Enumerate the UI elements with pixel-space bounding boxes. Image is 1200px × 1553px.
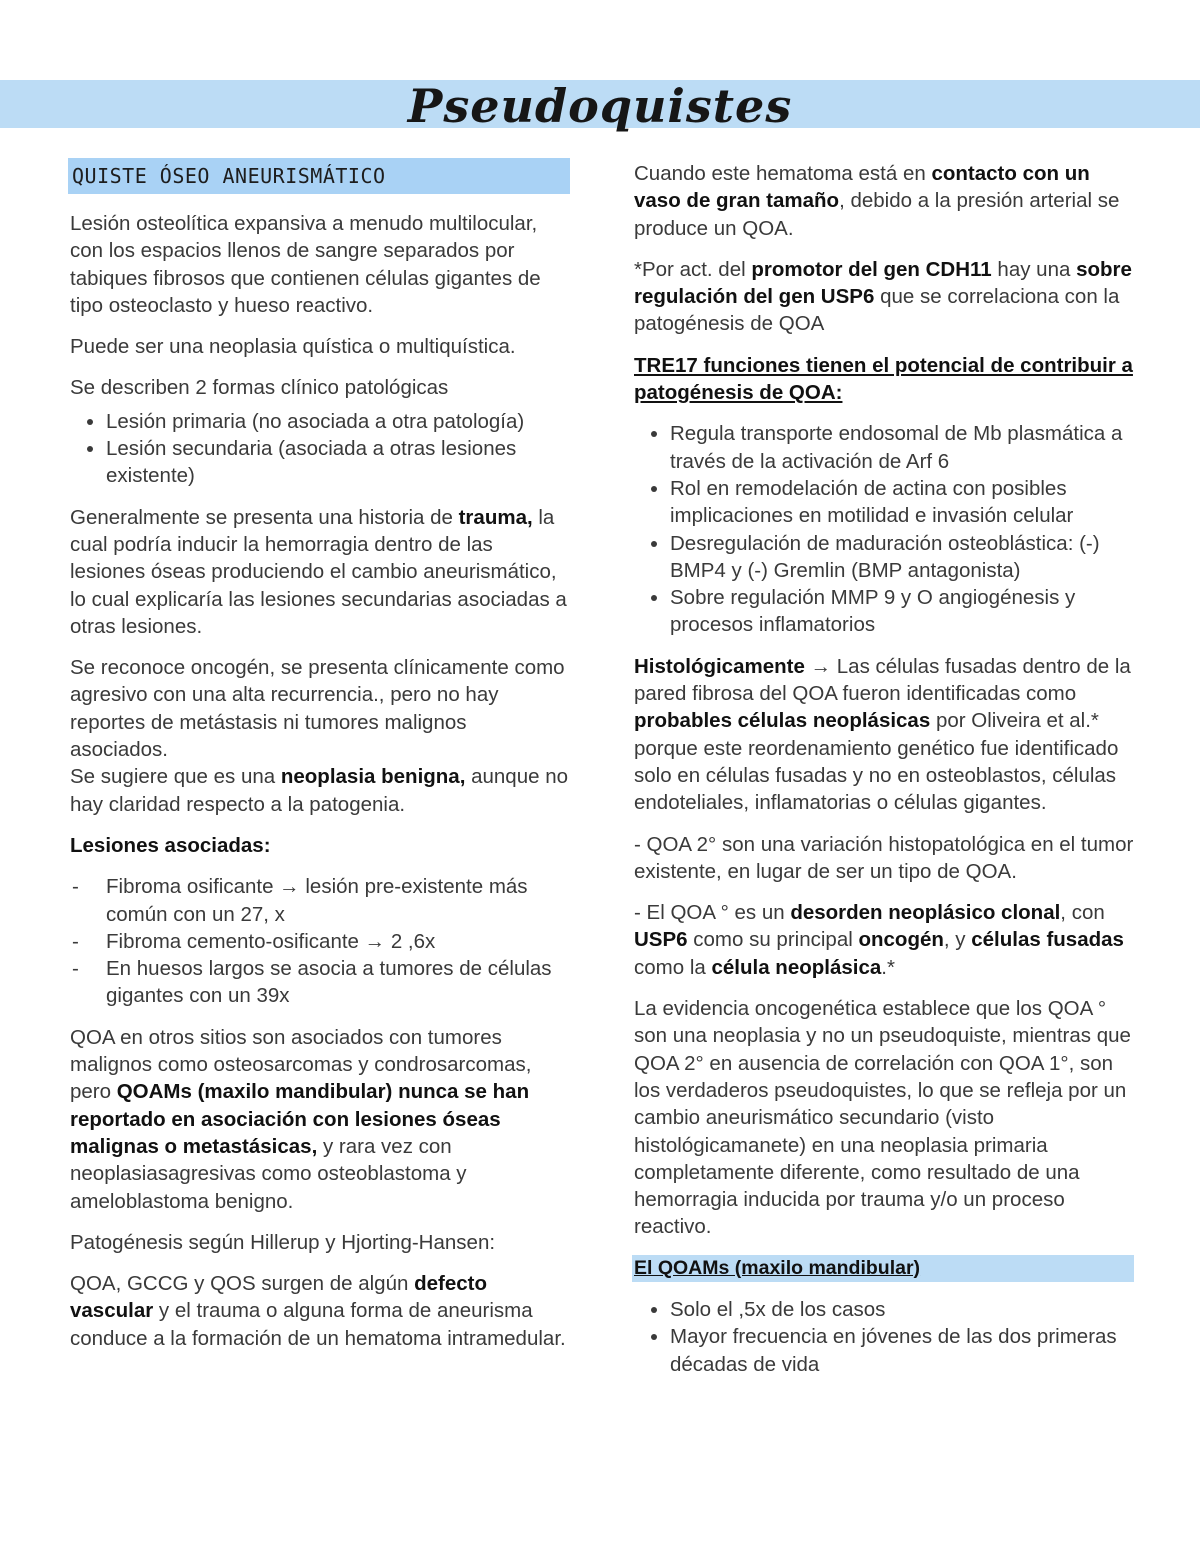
list-item: • Solo el ,5x de los casos [670, 1296, 1134, 1323]
list-item: - Fibroma osificante → lesión pre-existente más común con un 27, x [106, 873, 570, 928]
paragraph-qoa-primary: - El QOA ° es un desorden neoplásico clonal, con USP6 como su principal oncogén, y células fusadas como la célula neoplásica.* [634, 901, 1124, 979]
paragraph-promoter: *Por act. del promotor del gen CDH11 hay una sobre regulación del gen USP6 que se correlaciona con la patogénesis de QOA [634, 257, 1132, 336]
tre17-list [634, 420, 1134, 638]
paragraph-forms: Se describen 2 formas clínico patológicas [70, 376, 449, 400]
list-item: • Regula transporte endosomal de Mb plasmática a través de la activación de Arf 6 [670, 420, 1134, 475]
left-column [70, 158, 570, 1366]
section-heading: QUISTE ÓSEO ANEURISMÁTICO [68, 158, 570, 194]
list-item: - En huesos largos se asocia a tumores de células gigantes con un 39x [106, 955, 570, 1010]
paragraph-trauma: Generalmente se presenta una historia de trauma, la cual podría inducir la hemorragia dentro de las lesiones óseas produciendo el cambio aneurismático, lo cual explicaría las lesiones secundarias asociadas a otras lesiones. [70, 505, 567, 638]
list-item: • Lesión primaria (no asociada a otra patología) [106, 408, 570, 435]
forms-list [70, 408, 570, 490]
paragraph-definition: Lesión osteolítica expansiva a menudo multilocular, con los espacios llenos de sangre separados por tabiques fibrosos que contienen células gigantes de tipo osteoclasto y hueso reactivo. [70, 212, 541, 317]
list-item: • Rol en remodelación de actina con posibles implicaciones en motilidad e invasión celular [670, 475, 1134, 530]
list-item: • Mayor frecuencia en jóvenes de las dos primeras décadas de vida [670, 1323, 1134, 1378]
qoams-list [634, 1296, 1134, 1378]
paragraph-neoplasia: Puede ser una neoplasia quística o multiquística. [70, 335, 516, 359]
paragraph-malignant: QOA en otros sitios son asociados con tumores malignos como osteosarcomas y condrosarcomas, pero QOAMs (maxilo mandibular) nunca se han reportado en asociación con lesiones óseas malignas o metastásicas, y rara vez con neoplasiasagresivas como osteoblastoma y ameloblastoma benigno. [70, 1025, 532, 1213]
associated-heading: Lesiones asociadas: [70, 833, 271, 857]
list-item: • Sobre regulación MMP 9 y O angiogénesis y procesos inflamatorios [670, 584, 1134, 639]
list-item: • Lesión secundaria (asociada a otras lesiones existente) [106, 435, 570, 490]
paragraph-hematoma: Cuando este hematoma está en contacto con un vaso de gran tamaño, debido a la presión arterial se produce un QOA. [634, 162, 1120, 240]
paragraph-qoa-secondary: - QOA 2° son una variación histopatológica en el tumor existente, en lugar de ser un tipo de QOA. [634, 832, 1134, 883]
list-item: - Fibroma cemento-osificante → 2 ,6x [106, 928, 570, 955]
qoams-heading: El QOAMs (maxilo mandibular) [632, 1255, 1134, 1282]
tre17-heading: TRE17 funciones tienen el potencial de contribuir a patogénesis de QOA: [634, 353, 1133, 405]
paragraph-evidence: La evidencia oncogenética establece que los QOA ° son una neoplasia y no un pseudoquiste, mientras que QOA 2° en ausencia de correlación con QOA 1°, son los verdaderos pseudoquistes, lo que se refleja por un cambio aneurismático secundario (visto histológicamanete) en una neoplasia primaria completamente diferente, como resultado de una hemorragia inducida por trauma y/o un proceso reactivo. [634, 997, 1131, 1239]
paragraph-benign: Se sugiere que es una neoplasia benigna, aunque no hay claridad respecto a la patogenia. [70, 765, 569, 816]
paragraph-vascular: QOA, GCCG y QOS surgen de algún defecto vascular y el trauma o alguna forma de aneurisma conduce a la formación de un hematoma intramedular. [70, 1272, 566, 1350]
list-item: • Desregulación de maduración osteoblástica: (-) BMP4 y (-) Gremlin (BMP antagonista) [670, 530, 1134, 585]
associated-list [70, 873, 570, 1009]
right-column [634, 160, 1134, 1392]
paragraph-pathogenesis-heading: Patogénesis según Hillerup y Hjorting-Hansen: [70, 1230, 496, 1254]
page-title: Pseudoquistes [407, 79, 793, 133]
paragraph-oncogen: Se reconoce oncogén, se presenta clínicamente como agresivo con una alta recurrencia., pero no hay reportes de metástasis ni tumores malignos asociados. [70, 656, 565, 762]
paragraph-histology: Histológicamente → Las células fusadas dentro de la pared fibrosa del QOA fueron identificadas como probables células neoplásicas por Oliveira et al.* porque este reordenamiento genético fue identificado solo en células fusadas y no en osteoblastos, células endoteliales, inflamatorias o células gigantes. [634, 654, 1131, 815]
